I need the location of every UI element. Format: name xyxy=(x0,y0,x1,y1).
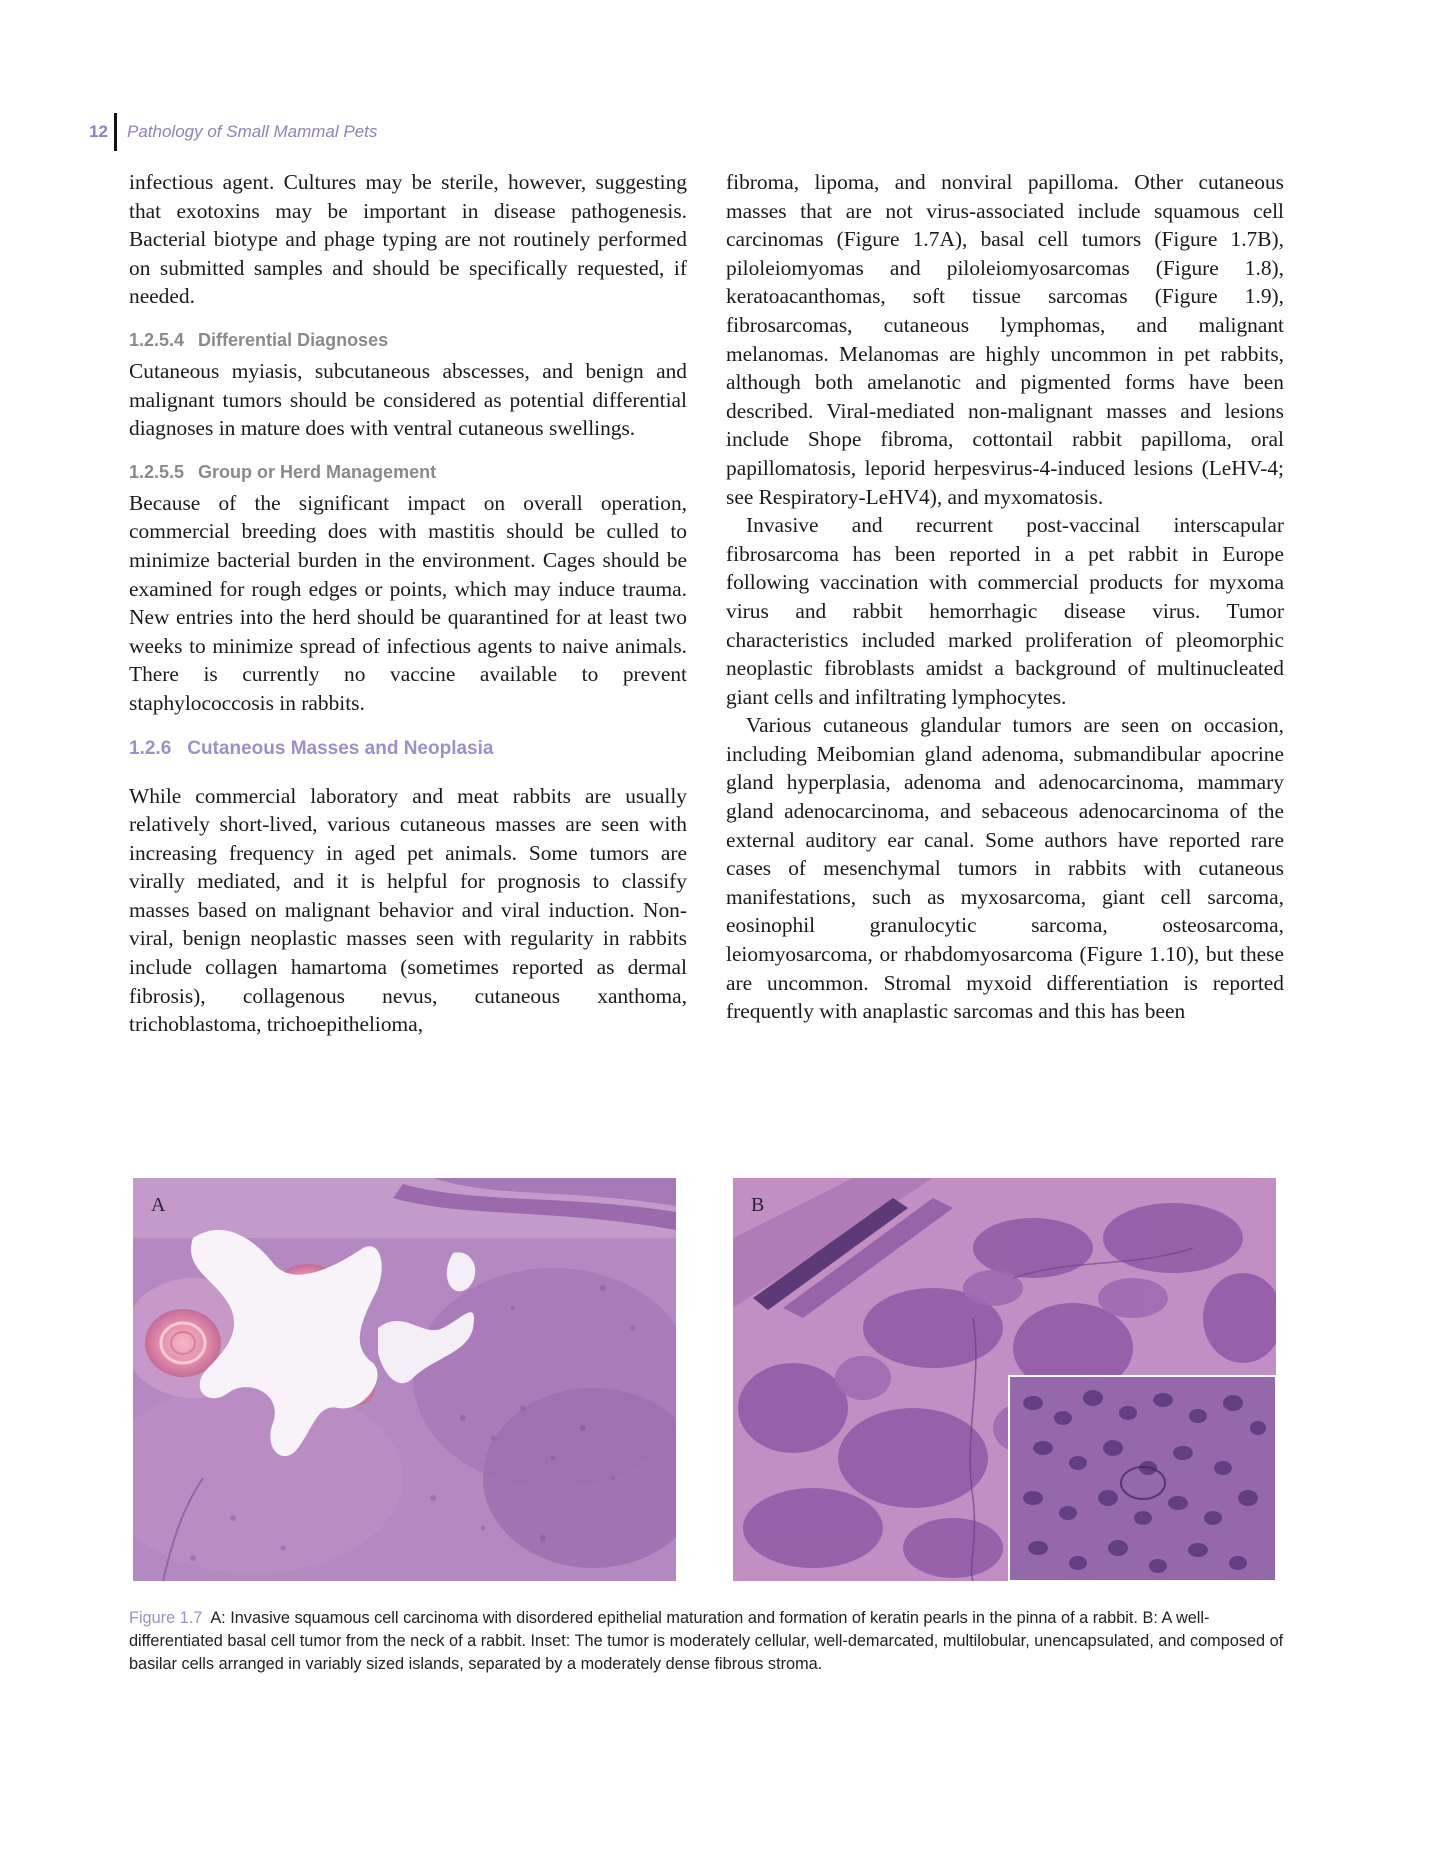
figure-panel-b-micrograph xyxy=(733,1178,1276,1581)
figure-panel-a-micrograph xyxy=(133,1178,676,1581)
section-number: 1.2.5.5 xyxy=(129,461,185,482)
micrograph-b-image xyxy=(733,1178,1276,1581)
paragraph: fibroma, lipoma, and nonviral papilloma. Other cutaneous masses that are not virus-associated include squamous cell carcinomas (Figure 1.7A), basal cell tumors (Figure 1.7B), piloleiomyomas and piloleiomyosarcomas (Figure 1.8), keratoacanthomas, soft tissue sarcomas (Figure 1.9), fibrosarcomas, cutaneous lymphomas, and malignant melanomas. Melanomas are highly uncommon in pet rabbits, although both amelanotic and pigmented forms have been described. Viral-mediated non-malignant masses and lesions include Shope fibroma, cottontail rabbit papilloma, oral papillomatosis, leporid herpesvirus-4-induced lesions (LeHV-4; see Respiratory-LeHV4), and myxomatosis. xyxy=(726,170,1284,509)
section-title: Differential Diagnoses xyxy=(198,329,389,350)
header-divider xyxy=(114,113,117,151)
section-title: Cutaneous Masses and Neoplasia xyxy=(187,737,494,759)
figure-caption xyxy=(129,1607,1289,1676)
paragraph: Cutaneous myiasis, subcutaneous abscesses, and benign and malignant tumors should be considered as potential differential diagnoses in mature does with ventral cutaneous swellings. xyxy=(129,358,687,441)
paragraph: Invasive and recurrent post-vaccinal interscapular fibrosarcoma has been reported in a pet rabbit in Europe following vaccination with commercial products for myxoma virus and rabbit hemorrhagic disease virus. Tumor characteristics included marked proliferation of pleomorphic neoplastic fibroblasts amidst a background of multinucleated giant cells and infiltrating lymphocytes. xyxy=(726,513,1284,709)
section-heading-1-2-5-5 xyxy=(129,459,687,485)
panel-letter-b: B xyxy=(751,1194,765,1216)
panel-letter-a: A xyxy=(151,1194,166,1216)
left-column xyxy=(129,168,687,1039)
book-title: Pathology of Small Mammal Pets xyxy=(127,122,378,141)
paragraph: Because of the significant impact on overall operation, commercial breeding does with mastitis should be culled to minimize bacterial burden in the environment. Cages should be examined for rough edges or points, which may induce trauma. New entries into the herd should be quarantined for at least two weeks to minimize spread of infectious agents to naive animals. There is currently no vaccine available to prevent staphylococcosis in rabbits. xyxy=(129,490,687,715)
paragraph: Various cutaneous glandular tumors are seen on occasion, including Meibomian gland adenoma, submandibular apocrine gland hyperplasia, adenoma and adenocarcinoma, mammary gland adenocarcinoma, and sebaceous adenocarcinoma of the external auditory ear canal. Some authors have reported rare cases of mesenchymal tumors in rabbits with cutaneous manifestations, such as myxosarcoma, giant cell sarcoma, eosinophil granulocytic sarcoma, osteosarcoma, leiomyosarcoma, or rhabdomyosarcoma (Figure 1.10), but these are uncommon. Stromal myxoid differentiation is reported frequently with anaplastic sarcomas and this has been xyxy=(726,713,1284,1024)
section-title: Group or Herd Management xyxy=(198,461,437,482)
section-heading-1-2-5-4 xyxy=(129,327,687,353)
page-number: 12 xyxy=(89,122,108,141)
section-number: 1.2.6 xyxy=(129,737,172,759)
section-heading-1-2-6 xyxy=(129,736,687,762)
figure-label: Figure 1.7 xyxy=(129,1609,203,1627)
paragraph: infectious agent. Cultures may be sterile, however, suggesting that exotoxins may be important in disease pathogenesis. Bacterial biotype and phage typing are not routinely performed on submitted samples and should be specifically requested, if needed. xyxy=(129,170,687,309)
micrograph-a-image xyxy=(133,1178,676,1581)
paragraph: While commercial laboratory and meat rabbits are usually relatively short-lived, various cutaneous masses are seen with increasing frequency in aged pet animals. Some tumors are virally mediated, and it is helpful for prognosis to classify masses based on malignant behavior and viral induction. Non-viral, benign neoplastic masses seen with regularity in rabbits include collagen hamartoma (sometimes reported as dermal fibrosis), collagenous nevus, cutaneous xanthoma, trichoblastoma, trichoepithelioma, xyxy=(129,783,687,1037)
section-number: 1.2.5.4 xyxy=(129,329,185,350)
running-head xyxy=(80,112,377,152)
caption-text: A: Invasive squamous cell carcinoma with disordered epithelial maturation and formation of keratin pearls in the pinna of a rabbit. B: A well-differentiated basal cell tumor from the neck of a rabbit. Inset: The tumor is moderately cellular, well-demarcated, multilobular, unencapsulated, and composed of basilar cells arranged in variably sized islands, separated by a moderately dense fibrous stroma. xyxy=(129,1609,1284,1673)
right-column xyxy=(726,168,1284,1026)
